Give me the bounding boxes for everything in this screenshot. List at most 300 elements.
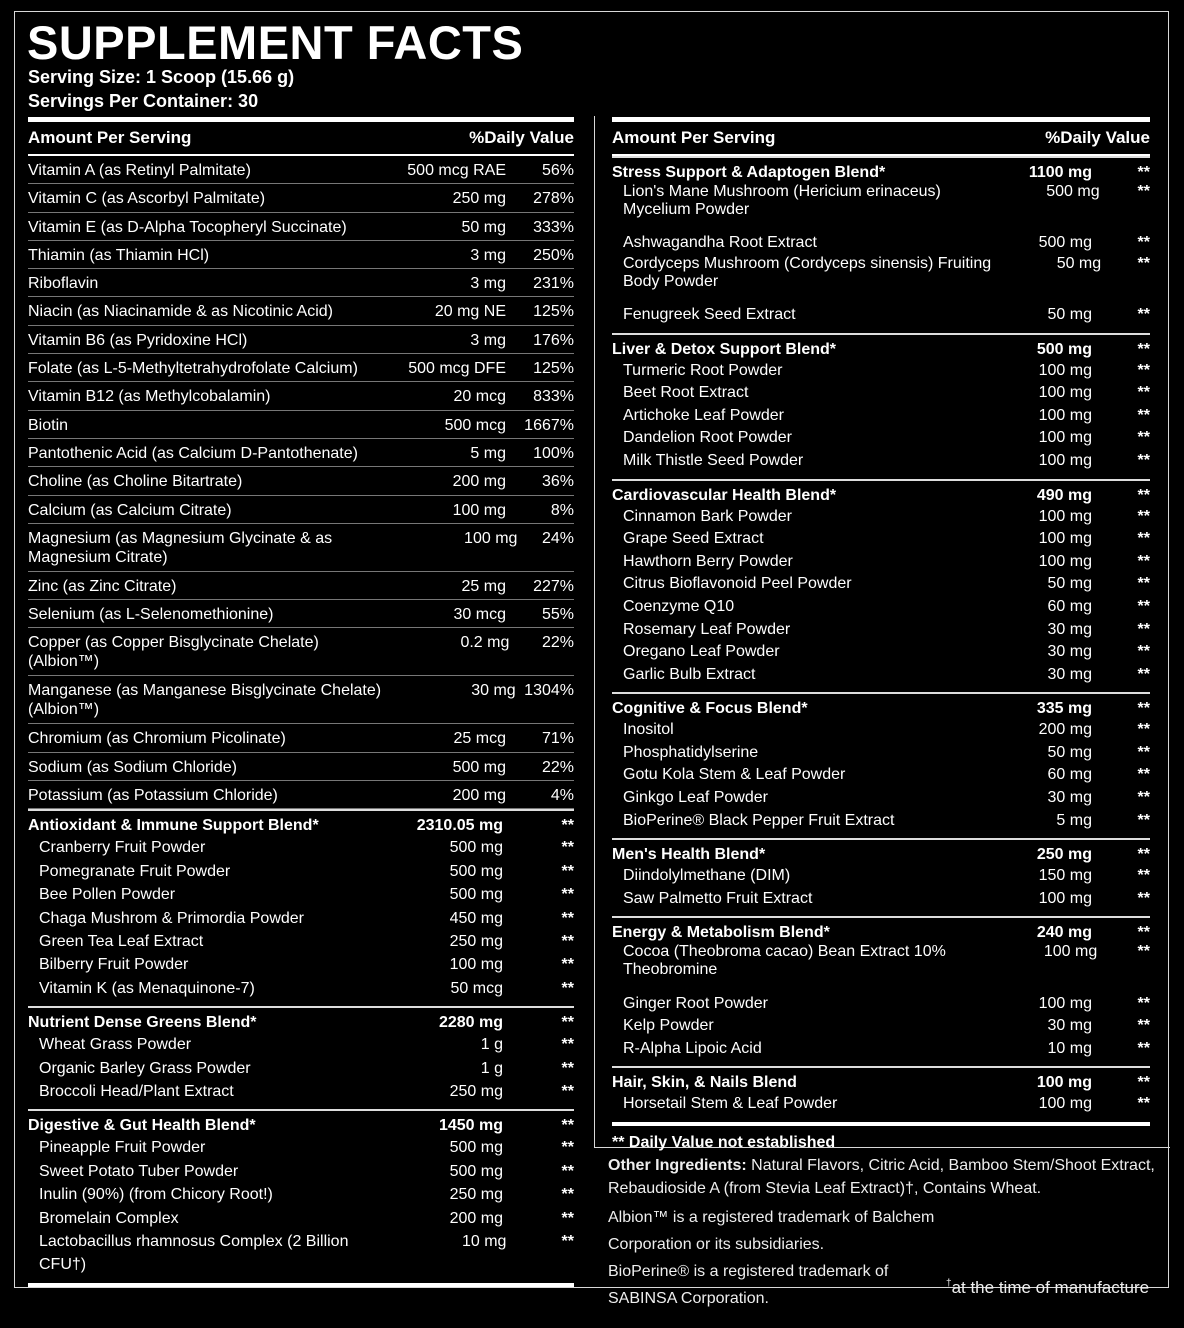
ingredient-amount: 30 mg (1047, 665, 1092, 683)
nutrient-row (28, 524, 574, 572)
blend-ingredient-row (612, 405, 1150, 428)
ingredient-amount: 500 mg (449, 862, 503, 880)
ingredient-amount: 150 mg (1038, 867, 1092, 885)
blend-ingredient-row (612, 764, 1150, 787)
nutrient-amount: 5 mg (470, 444, 506, 462)
albion-note: Albion™ is a registered trademark of Balchem Corporation or its subsidiaries. (608, 1209, 935, 1253)
ingredient-dv: ** (1137, 620, 1150, 638)
ingredient-dv: ** (561, 1139, 574, 1157)
ingredient-dv: ** (561, 1233, 574, 1251)
ingredient-name: Lactobacillus rhamnosus Complex (2 Billion CFU†) (39, 1233, 349, 1274)
blend-group (612, 156, 1150, 333)
ingredient-dv: ** (1137, 305, 1150, 323)
ingredient-name: Citrus Bioflavonoid Peel Powder (623, 575, 852, 593)
nutrient-row (28, 781, 574, 809)
ingredient-name: Bilberry Fruit Powder (39, 956, 189, 974)
nutrient-amount: 20 mcg (453, 388, 506, 406)
nutrient-name: Zinc (as Zinc Citrate) (28, 577, 177, 595)
blend-ingredient-row (612, 382, 1150, 405)
ingredient-amount: 500 mg (1038, 234, 1092, 252)
ingredient-dv: ** (561, 979, 574, 997)
ingredient-amount: 500 mg (449, 1139, 503, 1157)
ingredient-dv: ** (561, 909, 574, 927)
blend-ingredient-row (28, 977, 574, 1000)
ingredient-name: Inulin (90%) (from Chicory Root!) (39, 1186, 273, 1204)
nutrient-dv: 55% (541, 606, 574, 624)
ingredient-dv: ** (561, 932, 574, 950)
blend-amount: 1100 mg (1028, 164, 1092, 181)
nutrient-row (28, 572, 574, 600)
ingredient-dv: ** (1137, 406, 1150, 424)
ingredient-amount: 50 mg (1047, 305, 1092, 323)
blend-name: Stress Support & Adaptogen Blend* (612, 164, 886, 181)
amount-header: Amount Per Serving (612, 128, 776, 147)
ingredient-amount: 5 mg (1056, 811, 1092, 829)
nutrient-dv: 125% (533, 360, 574, 378)
blend-ingredient-row (28, 860, 574, 883)
blend-name: Hair, Skin, & Nails Blend (612, 1074, 797, 1092)
left-table-header (28, 117, 574, 156)
left-column (28, 117, 574, 1287)
ingredient-dv: ** (1137, 451, 1150, 469)
left-blend-list (28, 809, 574, 1283)
blend-name: Energy & Metabolism Blend* (612, 924, 830, 942)
blend-name: Men's Health Blend* (612, 846, 766, 864)
ingredient-name: Sweet Potato Tuber Powder (39, 1162, 239, 1180)
ingredient-name: Green Tea Leaf Extract (39, 932, 204, 950)
blend-amount: 250 mg (1036, 846, 1092, 864)
vitamin-list (28, 156, 574, 809)
blend-dv: ** (561, 1014, 574, 1032)
nutrient-name: Folate (as L-5-Methyltetrahydrofolate Calcium) (28, 360, 358, 378)
blend-header-row (28, 1008, 574, 1033)
ingredient-amount: 60 mg (1047, 597, 1092, 615)
ingredient-amount: 50 mg (1047, 743, 1092, 761)
ingredient-dv: ** (1137, 994, 1150, 1012)
ingredient-name: Beet Root Extract (623, 384, 749, 402)
ingredient-name: R-Alpha Lipoic Acid (623, 1039, 762, 1057)
other-ingredients-text: Natural Flavors, Citric Acid, Bamboo Stem/Shoot Extract, Rebaudioside A (from Stevia Leaf Extract)†, Contains Wheat. (608, 1157, 1155, 1197)
ingredient-name: Ginkgo Leaf Powder (623, 789, 768, 807)
ingredient-dv: ** (1137, 597, 1150, 615)
ingredient-dv: ** (1137, 743, 1150, 761)
nutrient-row (28, 269, 574, 297)
servings-per-container: Servings Per Container: 30 (28, 91, 259, 111)
ingredient-amount: 60 mg (1047, 766, 1092, 784)
nutrient-dv: 125% (533, 303, 574, 321)
blend-group (612, 692, 1150, 838)
nutrient-amount: 25 mcg (453, 730, 506, 748)
ingredient-amount: 100 mg (1038, 530, 1092, 548)
nutrient-name: Pantothenic Acid (as Calcium D-Pantothenate) (28, 444, 358, 462)
dv-note: ** Daily Value not established (612, 1134, 836, 1151)
ingredient-dv: ** (1137, 643, 1150, 661)
ingredient-amount: 250 mg (449, 1186, 503, 1204)
serving-size: Serving Size: 1 Scoop (15.66 g) (28, 67, 295, 87)
nutrient-dv: 278% (533, 190, 574, 208)
ingredient-dv: ** (1137, 1039, 1150, 1057)
nutrient-amount: 0.2 mg (460, 634, 510, 652)
ingredient-name: Broccoli Head/Plant Extract (39, 1083, 234, 1100)
blend-name: Antioxidant & Immune Support Blend* (28, 817, 319, 835)
ingredient-name: Dandelion Root Powder (623, 429, 792, 447)
ingredient-amount: 100 mg (1038, 552, 1092, 570)
ingredient-dv: ** (1137, 867, 1150, 885)
nutrient-name: Selenium (as L-Selenomethionine) (28, 606, 274, 624)
blend-ingredient-row (612, 1015, 1150, 1038)
blend-ingredient-row (612, 596, 1150, 619)
ingredient-amount: 200 mg (449, 1209, 503, 1227)
ingredient-name: Hawthorn Berry Powder (623, 552, 793, 570)
nutrient-row (28, 354, 574, 382)
blend-ingredient-row (28, 1033, 574, 1056)
nutrient-dv: 227% (533, 577, 574, 595)
nutrient-name: Sodium (as Sodium Chloride) (28, 758, 237, 776)
nutrient-row (28, 467, 574, 495)
blend-ingredient-row (612, 719, 1150, 742)
blend-ingredient-row (612, 573, 1150, 596)
ingredient-dv: ** (561, 956, 574, 974)
blend-ingredient-row (612, 742, 1150, 765)
blend-name: Nutrient Dense Greens Blend* (28, 1014, 257, 1032)
nutrient-amount: 500 mg (452, 758, 506, 776)
blend-name: Cognitive & Focus Blend* (612, 700, 808, 718)
nutrient-name: Vitamin B12 (as Methylcobalamin) (28, 388, 271, 406)
nutrient-name: Niacin (as Niacinamide & as Nicotinic Acid) (28, 303, 333, 321)
ingredient-amount: 100 mg (1038, 507, 1092, 525)
blend-ingredient-row (28, 1057, 574, 1080)
nutrient-name: Vitamin A (as Retinyl Palmitate) (28, 162, 251, 179)
ingredient-dv: ** (1137, 811, 1150, 829)
blend-amount: 500 mg (1036, 340, 1092, 358)
ingredient-amount: 250 mg (449, 932, 503, 950)
ingredient-name: Oregano Leaf Powder (623, 643, 780, 661)
ingredient-amount: 100 mg (1038, 429, 1092, 447)
nutrient-name: Chromium (as Chromium Picolinate) (28, 730, 286, 748)
ingredient-amount: 100 mg (1038, 1095, 1092, 1113)
ingredient-name: Turmeric Root Powder (623, 361, 783, 379)
page-title: SUPPLEMENT FACTS (27, 16, 524, 69)
ingredient-name: Bromelain Complex (39, 1209, 179, 1227)
ingredient-amount: 100 mg (1038, 406, 1092, 424)
nutrient-name: Riboflavin (28, 275, 99, 293)
ingredient-amount: 30 mg (1047, 620, 1092, 638)
blend-ingredient-row (28, 907, 574, 930)
blend-amount: 335 mg (1036, 700, 1092, 718)
blend-header-row (28, 811, 574, 836)
nutrient-amount: 30 mg (471, 682, 516, 700)
footnote (946, 1278, 1149, 1298)
ingredient-dv: ** (1137, 889, 1150, 907)
blend-ingredient-row (612, 888, 1150, 911)
nutrient-dv: 22% (541, 758, 574, 776)
nutrient-name: Vitamin C (as Ascorbyl Palmitate) (28, 190, 266, 208)
nutrient-dv: 4% (550, 787, 574, 805)
blend-ingredient-row (612, 1093, 1150, 1116)
blend-ingredient-row (612, 528, 1150, 551)
nutrient-row (28, 297, 574, 325)
nutrient-row (28, 676, 574, 724)
nutrient-row (28, 628, 574, 676)
blend-ingredient-row (612, 255, 1150, 304)
blend-header-row (612, 694, 1150, 719)
nutrient-name: Potassium (as Potassium Chloride) (28, 787, 278, 805)
dv-header: %Daily Value (469, 128, 574, 147)
nutrient-row (28, 753, 574, 781)
ingredient-dv: ** (1137, 789, 1150, 807)
blend-ingredient-row (612, 183, 1150, 232)
blend-header-row (612, 481, 1150, 506)
nutrient-row (28, 326, 574, 354)
nutrient-amount: 30 mcg (453, 606, 506, 624)
ingredient-name: Ashwagandha Root Extract (623, 234, 817, 252)
blend-name: Cardiovascular Health Blend* (612, 486, 837, 504)
bioperine-note: BioPerine® is a registered trademark of SABINSA Corporation. (608, 1263, 889, 1307)
blend-ingredient-row (612, 1038, 1150, 1061)
ingredient-dv: ** (1137, 1017, 1150, 1035)
nutrient-name: Thiamin (as Thiamin HCl) (28, 246, 210, 264)
blend-group (612, 838, 1150, 916)
nutrient-row (28, 439, 574, 467)
left-end-bar (28, 1283, 574, 1287)
blend-ingredient-row (28, 930, 574, 953)
nutrient-row (28, 411, 574, 439)
blend-amount: 490 mg (1036, 486, 1092, 504)
blend-dv: ** (1137, 1074, 1150, 1092)
nutrient-dv: 231% (533, 275, 574, 293)
ingredient-name: Saw Palmetto Fruit Extract (623, 889, 813, 907)
ingredient-amount: 30 mg (1047, 789, 1092, 807)
ingredient-dv: ** (1137, 665, 1150, 683)
ingredient-dv: ** (1137, 429, 1150, 447)
nutrient-name: Choline (as Choline Bitartrate) (28, 473, 243, 491)
nutrient-name: Manganese (as Manganese Bisglycinate Chelate) (Albion™) (28, 682, 382, 719)
ingredient-amount: 100 mg (1043, 943, 1098, 961)
blend-group (28, 1109, 574, 1282)
blend-name: Digestive & Gut Health Blend* (28, 1117, 256, 1135)
ingredient-amount: 100 mg (1038, 994, 1092, 1012)
ingredient-name: Cocoa (Theobroma cacao) Bean Extract 10% Theobromine (623, 943, 946, 979)
nutrient-name: Copper (as Copper Bisglycinate Chelate) (Albion™) (28, 634, 319, 671)
nutrient-row (28, 382, 574, 410)
ingredient-dv: ** (1137, 507, 1150, 525)
blend-group (612, 916, 1150, 1066)
nutrient-dv: 22% (541, 634, 574, 652)
blend-ingredient-row (612, 427, 1150, 450)
nutrient-amount: 20 mg NE (434, 303, 506, 321)
ingredient-amount: 200 mg (1038, 721, 1092, 739)
ingredient-amount: 50 mcg (450, 979, 503, 997)
blend-ingredient-row (612, 641, 1150, 664)
blend-header-row (612, 918, 1150, 943)
blend-ingredient-row (28, 1160, 574, 1183)
nutrient-dv: 176% (533, 331, 574, 349)
nutrient-dv: 24% (541, 529, 574, 547)
nutrient-amount: 3 mg (470, 246, 506, 264)
ingredient-dv: ** (1137, 254, 1150, 272)
nutrient-row (28, 241, 574, 269)
blend-dv: ** (1137, 486, 1150, 504)
ingredient-amount: 100 mg (1038, 361, 1092, 379)
ingredient-dv: ** (1137, 183, 1150, 200)
ingredient-amount: 10 mg (1047, 1039, 1092, 1057)
nutrient-amount: 200 mg (452, 787, 506, 805)
blend-header-row (28, 1111, 574, 1136)
ingredient-name: Inositol (623, 721, 674, 739)
ingredient-amount: 50 mg (1047, 575, 1092, 593)
ingredient-name: Horsetail Stem & Leaf Powder (623, 1095, 838, 1113)
blend-dv: ** (1137, 700, 1150, 718)
blend-ingredient-row (612, 551, 1150, 574)
right-column (612, 117, 1150, 1152)
ingredient-dv: ** (1137, 234, 1150, 252)
nutrient-dv: 100% (533, 444, 574, 462)
right-blend-list (612, 156, 1150, 1122)
ingredient-name: Fenugreek Seed Extract (623, 305, 796, 323)
ingredient-name: Gotu Kola Stem & Leaf Powder (623, 766, 846, 784)
ingredient-amount: 1 g (480, 1059, 503, 1077)
nutrient-row (28, 213, 574, 241)
ingredient-dv: ** (1137, 943, 1150, 961)
ingredient-dv: ** (561, 1209, 574, 1227)
ingredient-name: Pineapple Fruit Powder (39, 1139, 206, 1157)
ingredient-dv: ** (1137, 721, 1150, 739)
other-ingredients (608, 1154, 1173, 1200)
nutrient-row (28, 496, 574, 524)
ingredient-name: Artichoke Leaf Powder (623, 406, 784, 424)
ingredient-dv: ** (1137, 361, 1150, 379)
blend-group (612, 1066, 1150, 1122)
blend-ingredient-row (28, 1207, 574, 1230)
dagger-mark: † (946, 1278, 952, 1289)
ingredient-amount: 450 mg (449, 909, 503, 927)
ingredient-name: Bee Pollen Powder (39, 886, 176, 904)
blend-ingredient-row (612, 619, 1150, 642)
nutrient-dv: 8% (550, 501, 574, 519)
blend-amount: 240 mg (1036, 924, 1092, 942)
blend-dv: ** (1137, 924, 1150, 942)
blend-ingredient-row (28, 836, 574, 859)
ingredient-name: Organic Barley Grass Powder (39, 1059, 251, 1077)
ingredient-name: Ginger Root Powder (623, 994, 768, 1012)
blend-ingredient-row (28, 953, 574, 976)
ingredient-dv: ** (561, 862, 574, 880)
ingredient-name: Chaga Mushrom & Primordia Powder (39, 909, 304, 927)
ingredient-dv: ** (561, 1186, 574, 1204)
nutrient-amount: 200 mg (452, 473, 506, 491)
ingredient-name: Coenzyme Q10 (623, 597, 735, 615)
footnote-text: at the time of manufacture (951, 1278, 1150, 1297)
ingredient-dv: ** (561, 886, 574, 904)
nutrient-dv: 250% (533, 246, 574, 264)
ingredient-amount: 100 mg (1038, 384, 1092, 402)
ingredient-name: Cranberry Fruit Powder (39, 839, 206, 857)
ingredient-dv: ** (561, 1036, 574, 1054)
blend-dv: ** (1137, 164, 1150, 181)
ingredient-name: Phosphatidylserine (623, 743, 759, 761)
nutrient-amount: 100 mg (452, 501, 506, 519)
nutrient-name: Biotin (28, 416, 69, 434)
ingredient-amount: 100 mg (1038, 889, 1092, 907)
blend-header-row (612, 1068, 1150, 1093)
ingredient-dv: ** (1137, 530, 1150, 548)
dv-header: %Daily Value (1045, 128, 1150, 147)
nutrient-amount: 100 mg (464, 529, 518, 547)
blend-dv: ** (561, 1117, 574, 1135)
ingredient-dv: ** (1137, 1095, 1150, 1113)
nutrient-name: Vitamin B6 (as Pyridoxine HCl) (28, 331, 248, 349)
blend-ingredient-row (28, 1136, 574, 1159)
ingredient-amount: 250 mg (449, 1083, 503, 1100)
ingredient-name: BioPerine® Black Pepper Fruit Extract (623, 811, 895, 829)
nutrient-row (28, 156, 574, 184)
blend-ingredient-row (612, 865, 1150, 888)
ingredient-name: Pomegranate Fruit Powder (39, 862, 231, 880)
blend-header-row (612, 335, 1150, 360)
blend-ingredient-row (612, 810, 1150, 833)
blend-group (612, 333, 1150, 479)
nutrient-amount: 3 mg (470, 275, 506, 293)
ingredient-name: Grape Seed Extract (623, 530, 764, 548)
ingredient-dv: ** (1137, 384, 1150, 402)
ingredient-dv: ** (561, 1083, 574, 1100)
blend-group (28, 809, 574, 1006)
blend-ingredient-row (612, 506, 1150, 529)
blend-ingredient-row (612, 360, 1150, 383)
ingredient-dv: ** (1137, 552, 1150, 570)
ingredient-dv: ** (561, 839, 574, 857)
ingredient-amount: 500 mg (449, 886, 503, 904)
ingredient-name: Vitamin K (as Menaquinone-7) (39, 979, 255, 997)
blend-amount: 1450 mg (438, 1117, 503, 1135)
blend-amount: 2310.05 mg (416, 817, 503, 835)
nutrient-amount: 500 mcg (444, 416, 506, 434)
blend-dv: ** (1137, 340, 1150, 358)
blend-group (28, 1006, 574, 1109)
nutrient-dv: 1304% (524, 682, 574, 700)
ingredient-amount: 30 mg (1047, 1017, 1092, 1035)
blend-dv: ** (561, 817, 574, 835)
blend-ingredient-row (612, 450, 1150, 473)
ingredient-dv: ** (1137, 766, 1150, 784)
blend-ingredient-row (612, 304, 1150, 327)
ingredient-dv: ** (561, 1059, 574, 1077)
nutrient-dv: 71% (541, 730, 574, 748)
blend-header-row (612, 158, 1150, 183)
blend-amount: 100 mg (1036, 1074, 1092, 1092)
nutrient-amount: 250 mg (452, 190, 506, 208)
ingredient-name: Lion's Mane Mushroom (Hericium erinaceus) Mycelium Powder (623, 183, 941, 218)
blend-name: Liver & Detox Support Blend* (612, 340, 837, 358)
ingredient-amount: 100 mg (1038, 451, 1092, 469)
blend-dv: ** (1137, 846, 1150, 864)
ingredient-name: Wheat Grass Powder (39, 1036, 192, 1054)
blend-group (612, 479, 1150, 693)
ingredient-amount: 500 mg (1046, 183, 1100, 200)
blend-ingredient-row (612, 787, 1150, 810)
nutrient-name: Calcium (as Calcium Citrate) (28, 501, 232, 519)
nutrient-amount: 3 mg (470, 331, 506, 349)
ingredient-dv: ** (561, 1162, 574, 1180)
blend-ingredient-row (28, 1080, 574, 1103)
nutrient-row (28, 184, 574, 212)
ingredient-name: Garlic Bulb Extract (623, 665, 756, 683)
ingredient-name: Kelp Powder (623, 1017, 714, 1035)
ingredient-amount: 100 mg (449, 956, 503, 974)
nutrient-dv: 833% (533, 388, 574, 406)
ingredient-amount: 500 mg (449, 839, 503, 857)
ingredient-amount: 1 g (480, 1036, 503, 1054)
